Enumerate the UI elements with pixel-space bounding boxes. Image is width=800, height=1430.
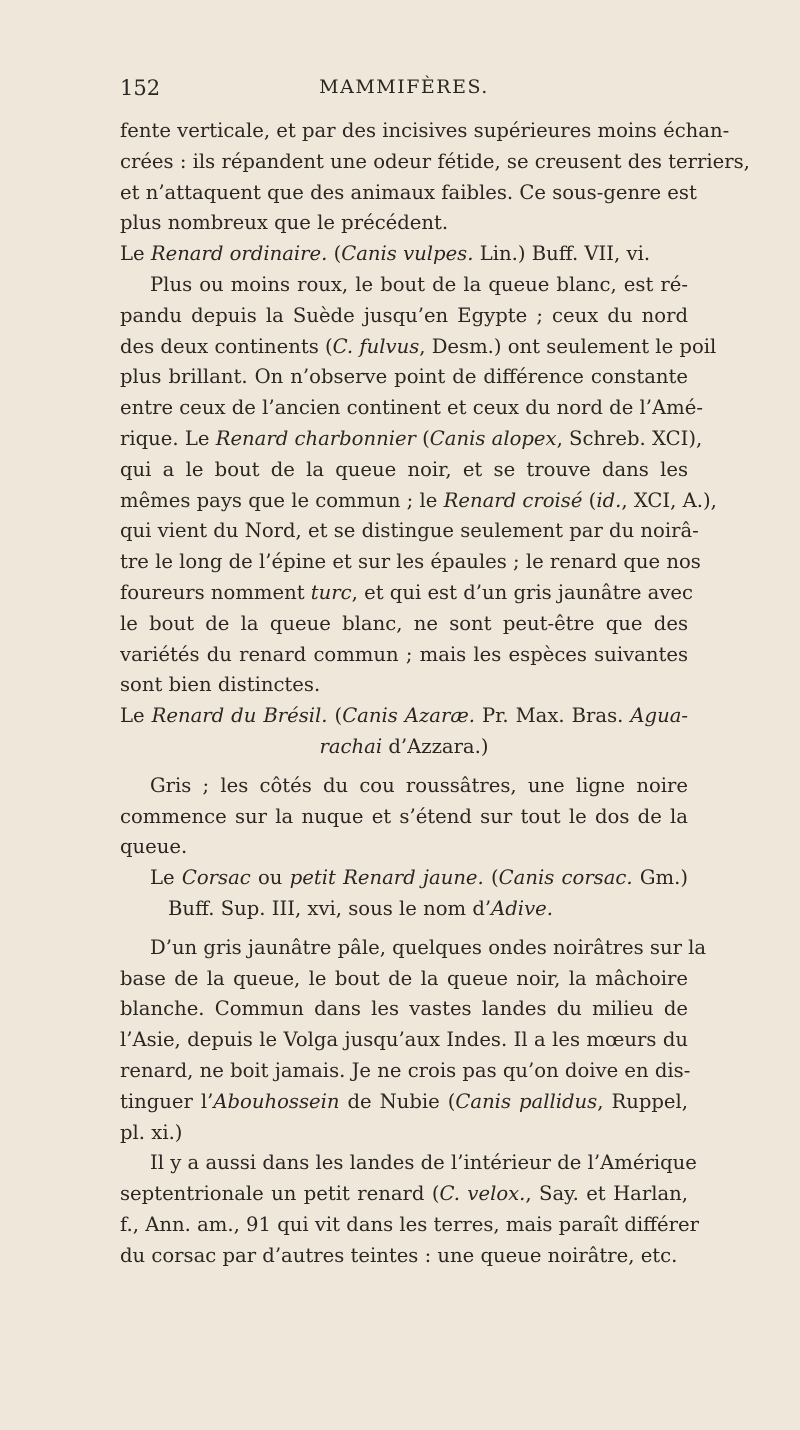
- text-line: Gris ; les côtés du cou roussâtres, une ligne noire: [150, 773, 688, 797]
- text-line: entre ceux de l’ancien continent et ceux du nord de l’Amé-: [120, 396, 703, 420]
- text-line: commence sur la nuque et s’étend sur tout le dos de la: [120, 804, 688, 828]
- text-line: foureurs nomment turc, et qui est d’un gris jaunâtre avec: [120, 580, 693, 604]
- text-line: rique. Le Renard charbonnier (Canis alopex, Schreb. XCI),: [120, 426, 703, 450]
- text-line: renard, ne boit jamais. Je ne crois pas qu’on doive en dis-: [120, 1058, 691, 1082]
- text-line: des deux continents (C. fulvus, Desm.) ont seulement le poil: [120, 334, 717, 358]
- text-line: variétés du renard commun ; mais les espèces suivantes: [120, 642, 688, 666]
- body-text: [120, 116, 750, 1271]
- text-line: D’un gris jaunâtre pâle, quelques ondes noirâtres sur la: [150, 935, 707, 959]
- text-line: pl. xi.): [120, 1120, 183, 1144]
- text-line: tinguer l’Abouhossein de Nubie (Canis pallidus, Ruppel,: [120, 1089, 688, 1113]
- text-line: base de la queue, le bout de la queue noir, la mâchoire: [120, 966, 688, 990]
- species-heading-renard-bresil: Le Renard du Brésil. (Canis Azaræ. Pr. Max. Bras. Agua-: [120, 704, 689, 728]
- text-line: tre le long de l’épine et sur les épaules ; le renard que nos: [120, 550, 701, 574]
- running-title: MAMMIFÈRES.: [319, 76, 489, 98]
- page-number: 152: [120, 76, 161, 100]
- text-line: Buff. Sup. III, xvi, sous le nom d’Adive.: [168, 896, 553, 920]
- text-line: queue.: [120, 835, 188, 859]
- text-line: le bout de la queue blanc, ne sont peut-être que des: [120, 611, 688, 635]
- text-line: crées : ils répandent une odeur fétide, se creusent des terriers,: [120, 149, 750, 173]
- page-header: [120, 76, 688, 106]
- text-line: qui vient du Nord, et se distingue seulement par du noirâ-: [120, 519, 699, 543]
- text-line: septentrionale un petit renard (C. velox., Say. et Harlan,: [120, 1182, 688, 1206]
- text-line: plus brillant. On n’observe point de différence constante: [120, 365, 688, 389]
- text-line: plus nombreux que le précédent.: [120, 211, 449, 235]
- text-line: Plus ou moins roux, le bout de la queue blanc, est ré-: [150, 272, 688, 296]
- text-line: l’Asie, depuis le Volga jusqu’aux Indes. Il a les mœurs du: [120, 1028, 688, 1052]
- text-line: f., Ann. am., 91 qui vit dans les terres, mais paraît différer: [120, 1212, 699, 1236]
- text-line: rachai d’Azzara.): [319, 734, 489, 758]
- text-line: sont bien distinctes.: [120, 673, 321, 697]
- species-heading-renard-ordinaire: Le Renard ordinaire. (Canis vulpes. Lin.) Buff. VII, vi.: [120, 242, 651, 266]
- text-line: pandu depuis la Suède jusqu’en Egypte ; ceux du nord: [120, 303, 688, 327]
- species-heading-corsac: Le Corsac ou petit Renard jaune. (Canis corsac. Gm.): [150, 866, 688, 890]
- text-line: fente verticale, et par des incisives supérieures moins échan-: [120, 119, 730, 142]
- text-line: Il y a aussi dans les landes de l’intérieur de l’Amérique: [150, 1151, 697, 1175]
- text-line: blanche. Commun dans les vastes landes du milieu de: [120, 997, 688, 1021]
- text-line: du corsac par d’autres teintes : une queue noirâtre, etc.: [120, 1243, 678, 1267]
- text-line: mêmes pays que le commun ; le Renard croisé (id., XCI, A.),: [120, 488, 717, 512]
- text-line: et n’attaquent que des animaux faibles. Ce sous-genre est: [120, 180, 697, 204]
- text-line: qui a le bout de la queue noir, et se trouve dans les: [120, 457, 688, 481]
